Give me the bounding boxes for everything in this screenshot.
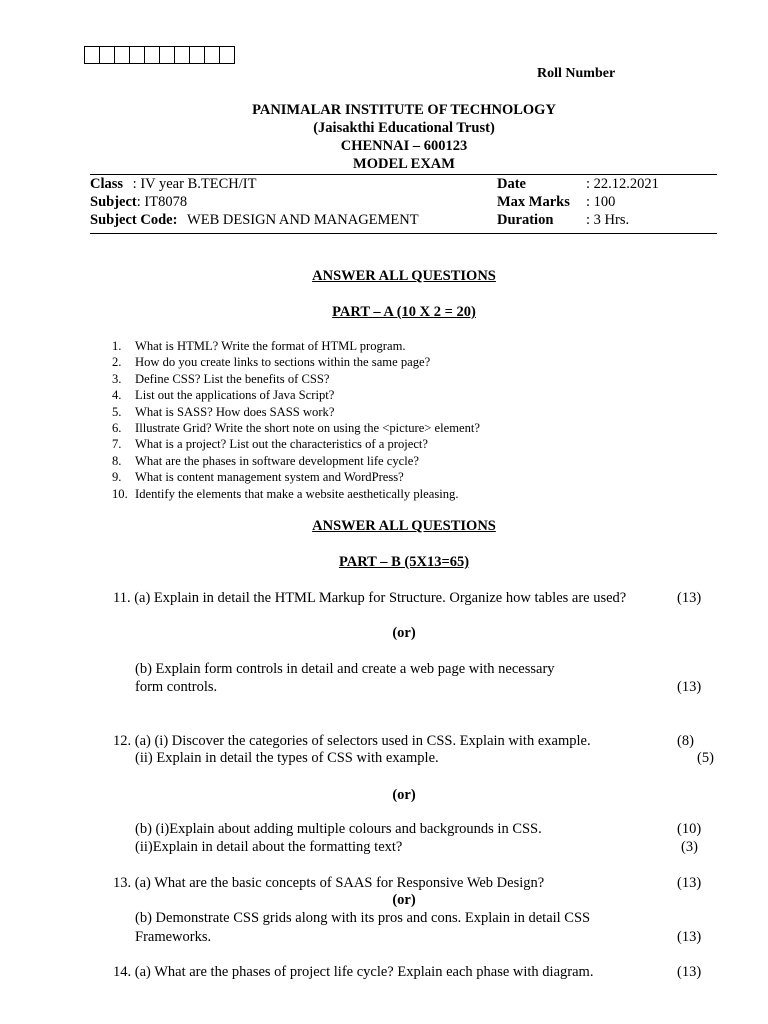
roll-number-box: [174, 46, 190, 64]
question-number: 1.: [112, 339, 122, 353]
roll-number-boxes: [84, 46, 234, 64]
question-text: What is content management system and WordPress?: [135, 470, 404, 485]
date-value: : 22.12.2021: [586, 176, 659, 192]
part-b-instruction: ANSWER ALL QUESTIONS: [312, 518, 496, 534]
roll-number-box: [204, 46, 220, 64]
part-a-instruction: ANSWER ALL QUESTIONS: [312, 268, 496, 284]
part-a-question: [112, 404, 480, 420]
question-12a-line2: (ii) Explain in detail the types of CSS with example.: [135, 750, 439, 766]
class-value: : IV year B.TECH/IT: [132, 176, 257, 192]
duration-value: : 3 Hrs.: [586, 212, 630, 228]
question-number: 2.: [112, 355, 122, 370]
subject-code-row: [90, 212, 419, 229]
question-12a-marks1: (8): [677, 733, 694, 749]
roll-number-box: [219, 46, 235, 64]
question-12b-marks1: (10): [677, 821, 702, 837]
question-number: 9.: [112, 470, 122, 485]
question-number: 3.: [112, 371, 122, 386]
question-11a: 11. (a) Explain in detail the HTML Markup for Structure. Organize how tables are used?: [113, 590, 627, 606]
question-13b-marks: (13): [677, 929, 702, 945]
or-separator-13: (or): [392, 892, 416, 908]
question-text: Illustrate Grid? Write the short note on using the <picture> element?: [135, 421, 480, 436]
part-a-question: [112, 371, 480, 387]
question-text: How do you create links to sections within the same page?: [135, 355, 431, 370]
question-13b-line2: Frameworks.: [135, 929, 212, 945]
question-text: Define CSS? List the benefits of CSS?: [135, 371, 330, 386]
question-11b-marks: (13): [677, 679, 702, 695]
city-line: CHENNAI – 600123: [340, 138, 468, 154]
subject-code-label: Subject Code:: [90, 212, 178, 228]
question-12b-line2: (ii)Explain in detail about the formatting text?: [135, 839, 403, 855]
question-13a: 13. (a) What are the basic concepts of SAAS for Responsive Web Design?: [113, 875, 545, 891]
institute-name: PANIMALAR INSTITUTE OF TECHNOLOGY: [252, 102, 556, 118]
question-number: 6.: [112, 421, 122, 436]
roll-number-box: [84, 46, 100, 64]
question-12b-line1: (b) (i)Explain about adding multiple colours and backgrounds in CSS.: [135, 821, 542, 837]
part-a-title: PART – A (10 X 2 = 20): [332, 304, 476, 320]
question-text: What is SASS? How does SASS work?: [135, 404, 335, 419]
part-a-question: [112, 420, 480, 436]
question-text: List out the applications of Java Script?: [135, 388, 335, 403]
trust-name: (Jaisakthi Educational Trust): [313, 120, 495, 136]
question-13a-marks: (13): [677, 875, 702, 891]
question-14a: 14. (a) What are the phases of project life cycle? Explain each phase with diagram.: [113, 964, 594, 980]
roll-number-box: [144, 46, 160, 64]
header-rule-top: [90, 174, 717, 175]
question-13b-line1: (b) Demonstrate CSS grids along with its pros and cons. Explain in detail CSS: [135, 910, 591, 926]
question-text: What are the phases in software development life cycle?: [135, 453, 419, 468]
or-separator-12: (or): [392, 787, 416, 803]
question-11a-marks: (13): [677, 590, 702, 606]
question-12a-line1: 12. (a) (i) Discover the categories of selectors used in CSS. Explain with example.: [113, 733, 591, 749]
question-text: Identify the elements that make a website aesthetically pleasing.: [135, 486, 459, 501]
part-a-question: [112, 387, 480, 403]
question-14a-marks: (13): [677, 964, 702, 980]
exam-title: MODEL EXAM: [353, 156, 455, 172]
part-a-question: [112, 486, 480, 502]
question-11b-line2: form controls.: [135, 679, 218, 695]
roll-number-box: [99, 46, 115, 64]
class-label: Class: [90, 176, 124, 192]
question-12b-marks2: (3): [681, 839, 698, 855]
duration-label: Duration: [497, 212, 554, 228]
max-marks-label: Max Marks: [497, 194, 570, 210]
part-a-question: [112, 436, 480, 452]
subject-row: [90, 194, 187, 211]
roll-number-box: [114, 46, 130, 64]
or-separator-11: (or): [392, 625, 416, 641]
question-12a-marks2: (5): [697, 750, 714, 766]
roll-number-box: [129, 46, 145, 64]
question-number: 10.: [112, 486, 128, 501]
question-text: What is a project? List out the characteristics of a project?: [135, 437, 429, 452]
part-b-title: PART – B (5X13=65): [338, 554, 470, 570]
roll-number-label: Roll Number: [537, 66, 616, 81]
part-a-question: [112, 469, 480, 485]
date-label: Date: [497, 176, 526, 192]
part-a-question: [112, 453, 480, 469]
subject-value: : IT8078: [136, 194, 188, 210]
question-number: 8.: [112, 453, 122, 468]
class-row: [90, 176, 256, 193]
subject-code-value: WEB DESIGN AND MANAGEMENT: [187, 212, 419, 228]
max-marks-value: : 100: [586, 194, 616, 210]
part-a-question-list: [112, 338, 480, 502]
header-rule-bottom: [90, 233, 717, 234]
part-a-question: [112, 354, 480, 370]
question-text: What is HTML? Write the format of HTML program.: [135, 339, 406, 353]
question-11b-line1: (b) Explain form controls in detail and create a web page with necessary: [135, 661, 555, 677]
part-a-question: [112, 338, 480, 354]
roll-number-box: [159, 46, 175, 64]
question-number: 4.: [112, 388, 122, 403]
question-number: 5.: [112, 404, 122, 419]
question-number: 7.: [112, 437, 122, 452]
subject-label: Subject: [90, 194, 137, 210]
roll-number-box: [189, 46, 205, 64]
